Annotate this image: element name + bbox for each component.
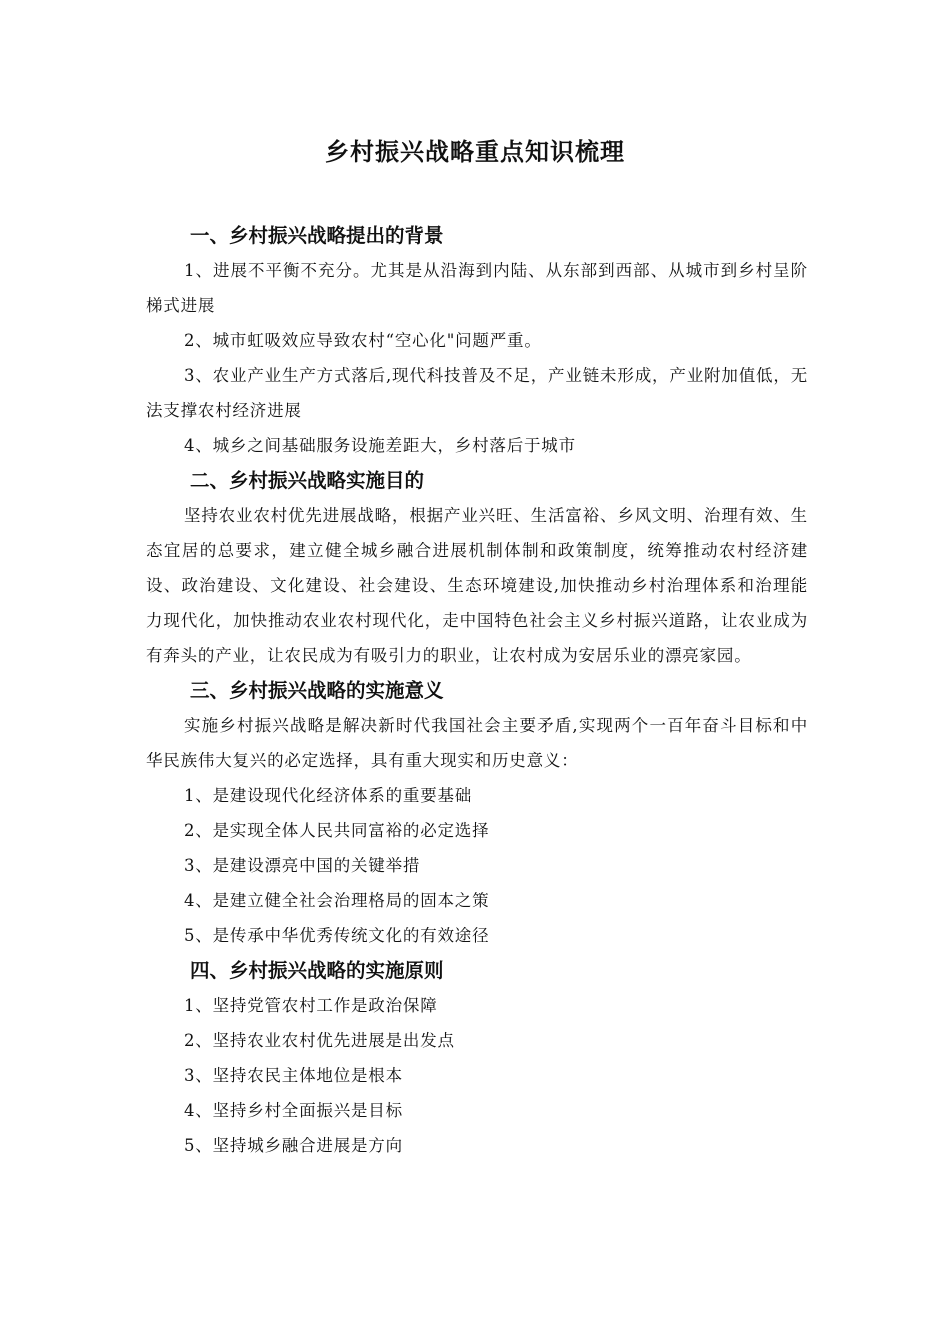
section-heading-principles: 四、乡村振兴战略的实施原则 [190,959,444,982]
list-item: 2、是实现全体人民共同富裕的必定选择 [184,821,490,840]
list-item: 3、坚持农民主体地位是根本 [184,1066,403,1085]
list-item: 4、城乡之间基础服务设施差距大，乡村落后于城市 [184,436,576,455]
list-item: 1、坚持党管农村工作是政治保障 [184,996,438,1015]
section-heading-significance: 三、乡村振兴战略的实施意义 [190,679,444,702]
list-item: 5、是传承中华优秀传统文化的有效途径 [184,926,490,945]
list-item: 4、是建立健全社会治理格局的固本之策 [184,891,490,910]
list-item: 1、进展不平衡不充分。尤其是从沿海到内陆、从东部到西部、从城市到乡村呈阶梯式进展 [146,261,808,315]
list-item: 3、是建设漂亮中国的关键举措 [184,856,421,875]
document-title: 乡村振兴战略重点知识梳理 [325,138,625,166]
list-item: 5、坚持城乡融合进展是方向 [184,1136,403,1155]
list-item: 2、坚持农业农村优先进展是出发点 [184,1031,455,1050]
list-item: 2、城市虹吸效应导致农村“空心化"问题严重。 [184,331,542,350]
list-item: 3、农业产业生产方式落后,现代科技普及不足，产业链未形成，产业附加值低，无法支撑农村经济进展 [146,366,808,420]
section-heading-background: 一、乡村振兴战略提出的背景 [190,224,444,247]
section-paragraph: 实施乡村振兴战略是解决新时代我国社会主要矛盾,实现两个一百年奋斗目标和中华民族伟大复兴的必定选择，具有重大现实和历史意义： [146,716,808,770]
document-body [146,218,808,1163]
section-paragraph: 坚持农业农村优先进展战略，根据产业兴旺、生活富裕、乡风文明、治理有效、生态宜居的总要求，建立健全城乡融合进展机制体制和政策制度，统筹推动农村经济建设、政治建设、文化建设、社会建设、生态环境建设,加快推动乡村治理体系和治理能力现代化，加快推动农业农村现代化，走中国特色社会主义乡村振兴道路，让农业成为有奔头的产业，让农民成为有吸引力的职业，让农村成为安居乐业的漂亮家园。 [146,506,808,665]
section-heading-purpose: 二、乡村振兴战略实施目的 [190,469,425,492]
list-item: 1、是建设现代化经济体系的重要基础 [184,786,473,805]
list-item: 4、坚持乡村全面振兴是目标 [184,1101,403,1120]
